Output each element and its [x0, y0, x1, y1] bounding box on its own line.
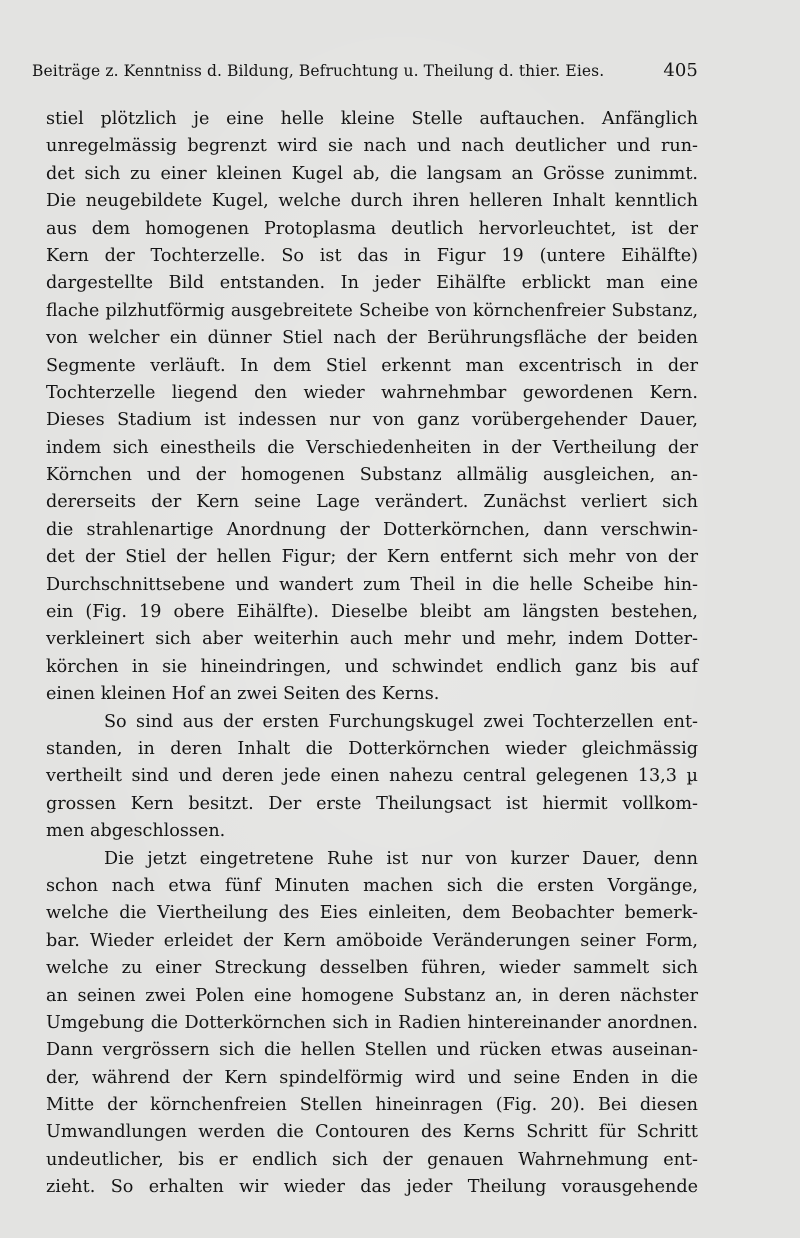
text-line: welche die Viertheilung des Eies einleiten, dem Beobachter bemerk-	[46, 903, 698, 924]
text-line: Die neugebildete Kugel, welche durch ihren helleren Inhalt kenntlich	[46, 191, 698, 212]
page-number: 405	[663, 60, 698, 81]
text-line: Kern der Tochterzelle. So ist das in Figur 19 (untere Eihälfte)	[46, 245, 698, 266]
text-line: der, während der Kern spindelförmig wird und seine Enden in die	[46, 1067, 698, 1088]
text-line: einen kleinen Hof an zwei Seiten des Kerns.	[46, 684, 440, 705]
text-line: Mitte der körnchenfreien Stellen hineinragen (Fig. 20). Bei diesen	[46, 1095, 698, 1116]
text-line: flache pilzhutförmig ausgebreitete Scheibe von körnchenfreier Substanz,	[46, 300, 698, 321]
text-line: vertheilt sind und deren jede einen nahezu central gelegenen 13,3 µ	[46, 766, 698, 787]
text-line: Die jetzt eingetretene Ruhe ist nur von kurzer Dauer, denn	[104, 848, 698, 869]
body-text	[46, 106, 698, 1202]
text-line: zieht. So erhalten wir wieder das jeder Theilung vorausgehende	[46, 1177, 698, 1198]
text-line: Durchschnittsebene und wandert zum Theil in die helle Scheibe hin-	[46, 574, 698, 595]
text-line: men abgeschlossen.	[46, 821, 226, 842]
text-line: grossen Kern besitzt. Der erste Theilungsact ist hiermit vollkom-	[46, 793, 698, 814]
text-line: welche zu einer Streckung desselben führen, wieder sammelt sich	[46, 958, 698, 979]
text-line: stiel plötzlich je eine helle kleine Stelle auftauchen. Anfänglich	[46, 109, 698, 129]
text-line: det der Stiel der hellen Figur; der Kern entfernt sich mehr von der	[46, 547, 698, 568]
text-line: aus dem homogenen Protoplasma deutlich hervorleuchtet, ist der	[46, 218, 698, 239]
text-line: schon nach etwa fünf Minuten machen sich die ersten Vorgänge,	[46, 875, 698, 896]
text-line: dargestellte Bild entstanden. In jeder Eihälfte erblickt man eine	[46, 273, 698, 294]
text-line: Umwandlungen werden die Contouren des Kerns Schritt für Schritt	[46, 1122, 698, 1143]
text-line: Körnchen und der homogenen Substanz allmälig ausgleichen, an-	[46, 465, 698, 486]
running-header	[32, 60, 698, 86]
text-line: verkleinert sich aber weiterhin auch mehr und mehr, indem Dotter-	[46, 629, 698, 650]
text-line: unregelmässig begrenzt wird sie nach und nach deutlicher und run-	[46, 136, 698, 157]
text-line: die strahlenartige Anordnung der Dotterkörnchen, dann verschwin-	[46, 519, 698, 540]
text-line: undeutlicher, bis er endlich sich der genauen Wahrnehmung ent-	[46, 1149, 698, 1170]
text-line: ein (Fig. 19 obere Eihälfte). Dieselbe bleibt am längsten bestehen,	[46, 602, 698, 623]
text-line: det sich zu einer kleinen Kugel ab, die langsam an Grösse zunimmt.	[46, 163, 698, 184]
text-line: Dann vergrössern sich die hellen Stellen und rücken etwas auseinan-	[46, 1040, 698, 1061]
text-line: Segmente verläuft. In dem Stiel erkennt man excentrisch in der	[46, 355, 698, 376]
text-line: bar. Wieder erleidet der Kern amöboide Veränderungen seiner Form,	[46, 930, 698, 951]
text-line: dererseits der Kern seine Lage verändert. Zunächst verliert sich	[46, 492, 698, 513]
text-line: So sind aus der ersten Furchungskugel zwei Tochterzellen ent-	[104, 711, 698, 732]
text-line: Dieses Stadium ist indessen nur von ganz vorübergehender Dauer,	[46, 410, 698, 431]
text-line: indem sich einestheils die Verschiedenheiten in der Vertheilung der	[46, 437, 698, 458]
text-line: Umgebung die Dotterkörnchen sich in Radien hintereinander anordnen.	[46, 1012, 698, 1033]
text-line: von welcher ein dünner Stiel nach der Berührungsfläche der beiden	[46, 328, 698, 349]
text-line: Tochterzelle liegend den wieder wahrnehmbar gewordenen Kern.	[46, 382, 698, 403]
text-line: an seinen zwei Polen eine homogene Substanz an, in deren nächster	[46, 985, 698, 1006]
text-line: standen, in deren Inhalt die Dotterkörnchen wieder gleichmässig	[46, 738, 698, 759]
running-title: Beiträge z. Kenntniss d. Bildung, Befruchtung u. Theilung d. thier. Eies.	[32, 62, 605, 80]
text-line: körchen in sie hineindringen, und schwindet endlich ganz bis auf	[46, 656, 698, 677]
